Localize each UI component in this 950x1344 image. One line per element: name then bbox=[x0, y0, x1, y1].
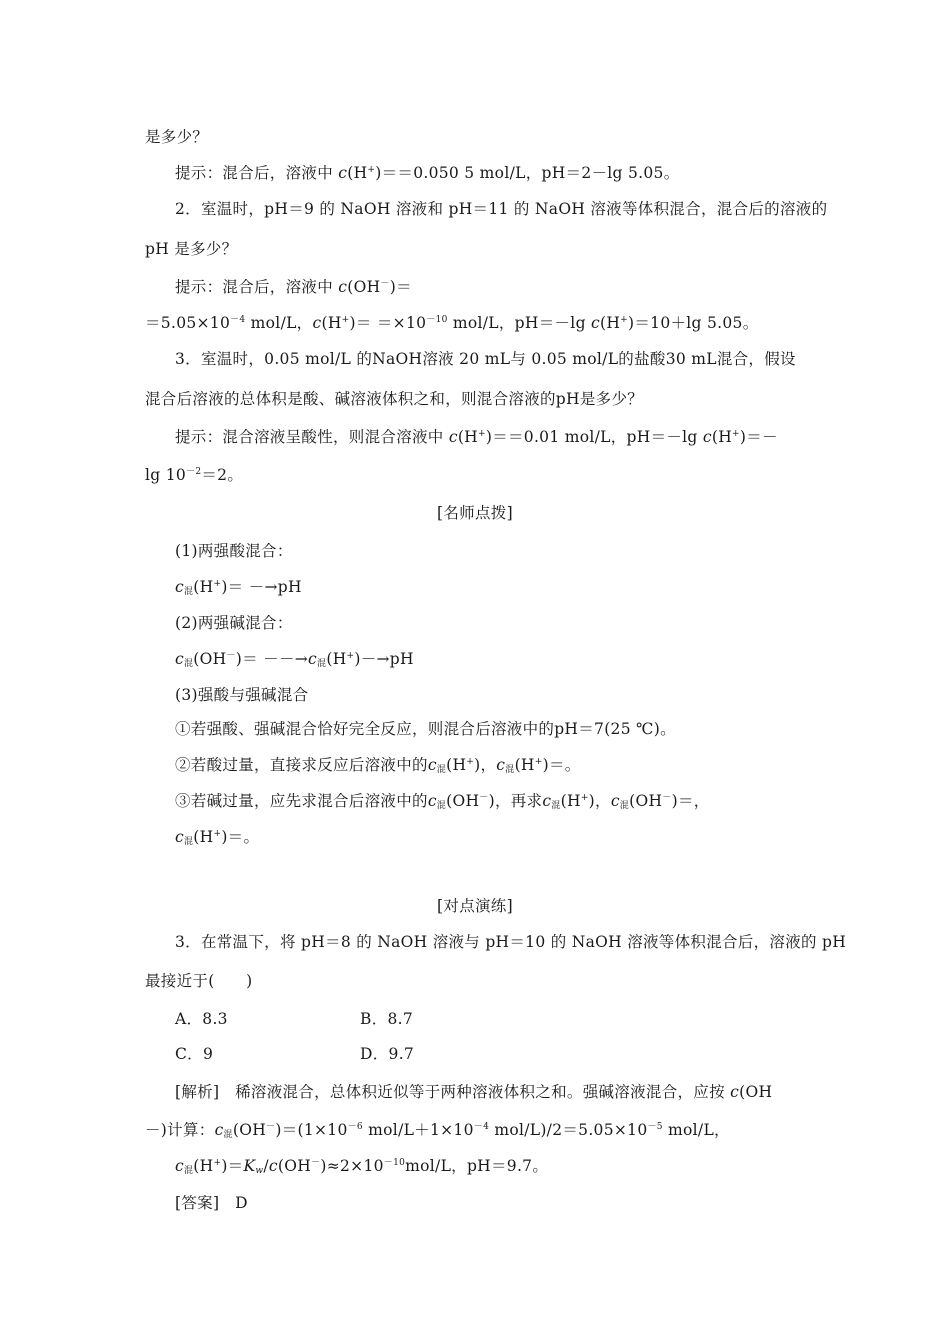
options-row-2 bbox=[175, 1043, 840, 1065]
question-3-line-1: 3．室温时，0.05 mol/L 的NaOH溶液 20 mL与 0.05 mol/L的盐酸30 mL混合，假设 bbox=[175, 350, 796, 368]
tip-3-case-3-result: $c_混(H^+)=$。 bbox=[175, 828, 260, 847]
tip-1-formula: $c_混(H^+)= -\to pH$ bbox=[175, 578, 302, 597]
question-3-line-2: 混合后溶液的总体积是酸、碱溶液体积之和，则混合溶液的pH是多少？ bbox=[145, 390, 644, 408]
tips-section-title: [名师点拨] bbox=[437, 504, 513, 522]
question-2-line-1: 2．室温时，pH＝9 的 NaOH 溶液和 pH＝11 的 NaOH 溶液等体积混合，混合后的溶液的 bbox=[175, 200, 828, 218]
option-c: C．9 bbox=[175, 1045, 214, 1063]
tip-3-case-3: ③若碱过量，应先求混合后溶液中的$c_混(OH^-)$，再求$c_混(H^+)$，$c_混(OH^-)=$， bbox=[175, 792, 710, 811]
tip-1-heading: (1)两强酸混合： bbox=[175, 542, 293, 560]
analysis-line-3: $c_混(H^+)=K_w/c(OH^-)\approx 2\times 10^{-10}mol/L$，pH＝9.7。 bbox=[175, 1157, 549, 1176]
question-2-hint: 提示：混合后，溶液中 c(OH－)＝ bbox=[175, 278, 412, 296]
answer-line: [答案] D bbox=[175, 1194, 248, 1212]
tip-2-heading: (2)两强碱混合： bbox=[175, 614, 293, 632]
tip-3-case-2: ②若酸过量，直接求反应后溶液中的$c_混(H^+)$，$c_混(H^+)=$。 bbox=[175, 756, 581, 775]
option-b: B．8.7 bbox=[360, 1010, 414, 1028]
practice-question-line-1: 3．在常温下，将 pH＝8 的 NaOH 溶液与 pH＝10 的 NaOH 溶液等体积混合后，溶液的 pH bbox=[175, 933, 847, 951]
practice-section-title: [对点演练] bbox=[437, 897, 513, 915]
question-3-hint: 提示：混合溶液呈酸性，则混合溶液中 c(H+)＝＝0.01 mol/L，pH＝－lg c(H+)＝－ bbox=[175, 428, 778, 446]
option-a: A．8.3 bbox=[175, 1010, 228, 1028]
question-2-calculation: $=5.05\times 10^{-4}$ mol/L，$c(H^+)= =\times 10^{-10}$ mol/L，pH＝－lg c(H+)＝10＋lg 5.05。 bbox=[145, 314, 759, 332]
question-2-line-2: pH 是多少？ bbox=[145, 240, 238, 258]
question-3-hint-tail: $\lg 10^{-2}=2$。 bbox=[145, 466, 244, 484]
practice-question-line-2: 最接近于( ) bbox=[145, 972, 253, 990]
tip-2-formula: $c_混(OH^-)= --\to c_混(H^+)-\to pH$ bbox=[175, 650, 414, 669]
analysis-line-1: [解析] 稀溶液混合，总体积近似等于两种溶液体积之和。强碱溶液混合，应按 c(OH bbox=[175, 1083, 773, 1101]
question-1-tail: 是多少？ bbox=[145, 128, 209, 146]
tip-3-case-1: ①若强酸、强碱混合恰好完全反应，则混合后溶液中的pH＝7(25 ℃)。 bbox=[175, 720, 676, 738]
question-1-hint: 提示：混合后，溶液中 c(H+)＝＝0.050 5 mol/L，pH＝2－lg 5.05。 bbox=[175, 164, 680, 182]
options-row-1 bbox=[175, 1008, 840, 1030]
analysis-line-2: －)计算：$c_混(OH^-)=(1\times 10^{-6}$ mol/$L+1\times 10^{-4}$ mol/$L)/2=5.05\times 10^{-5}$ mol/L， bbox=[145, 1121, 730, 1140]
tip-3-heading: (3)强酸与强碱混合 bbox=[175, 686, 309, 704]
answer-value: D bbox=[235, 1194, 248, 1212]
option-d: D．9.7 bbox=[360, 1045, 415, 1063]
